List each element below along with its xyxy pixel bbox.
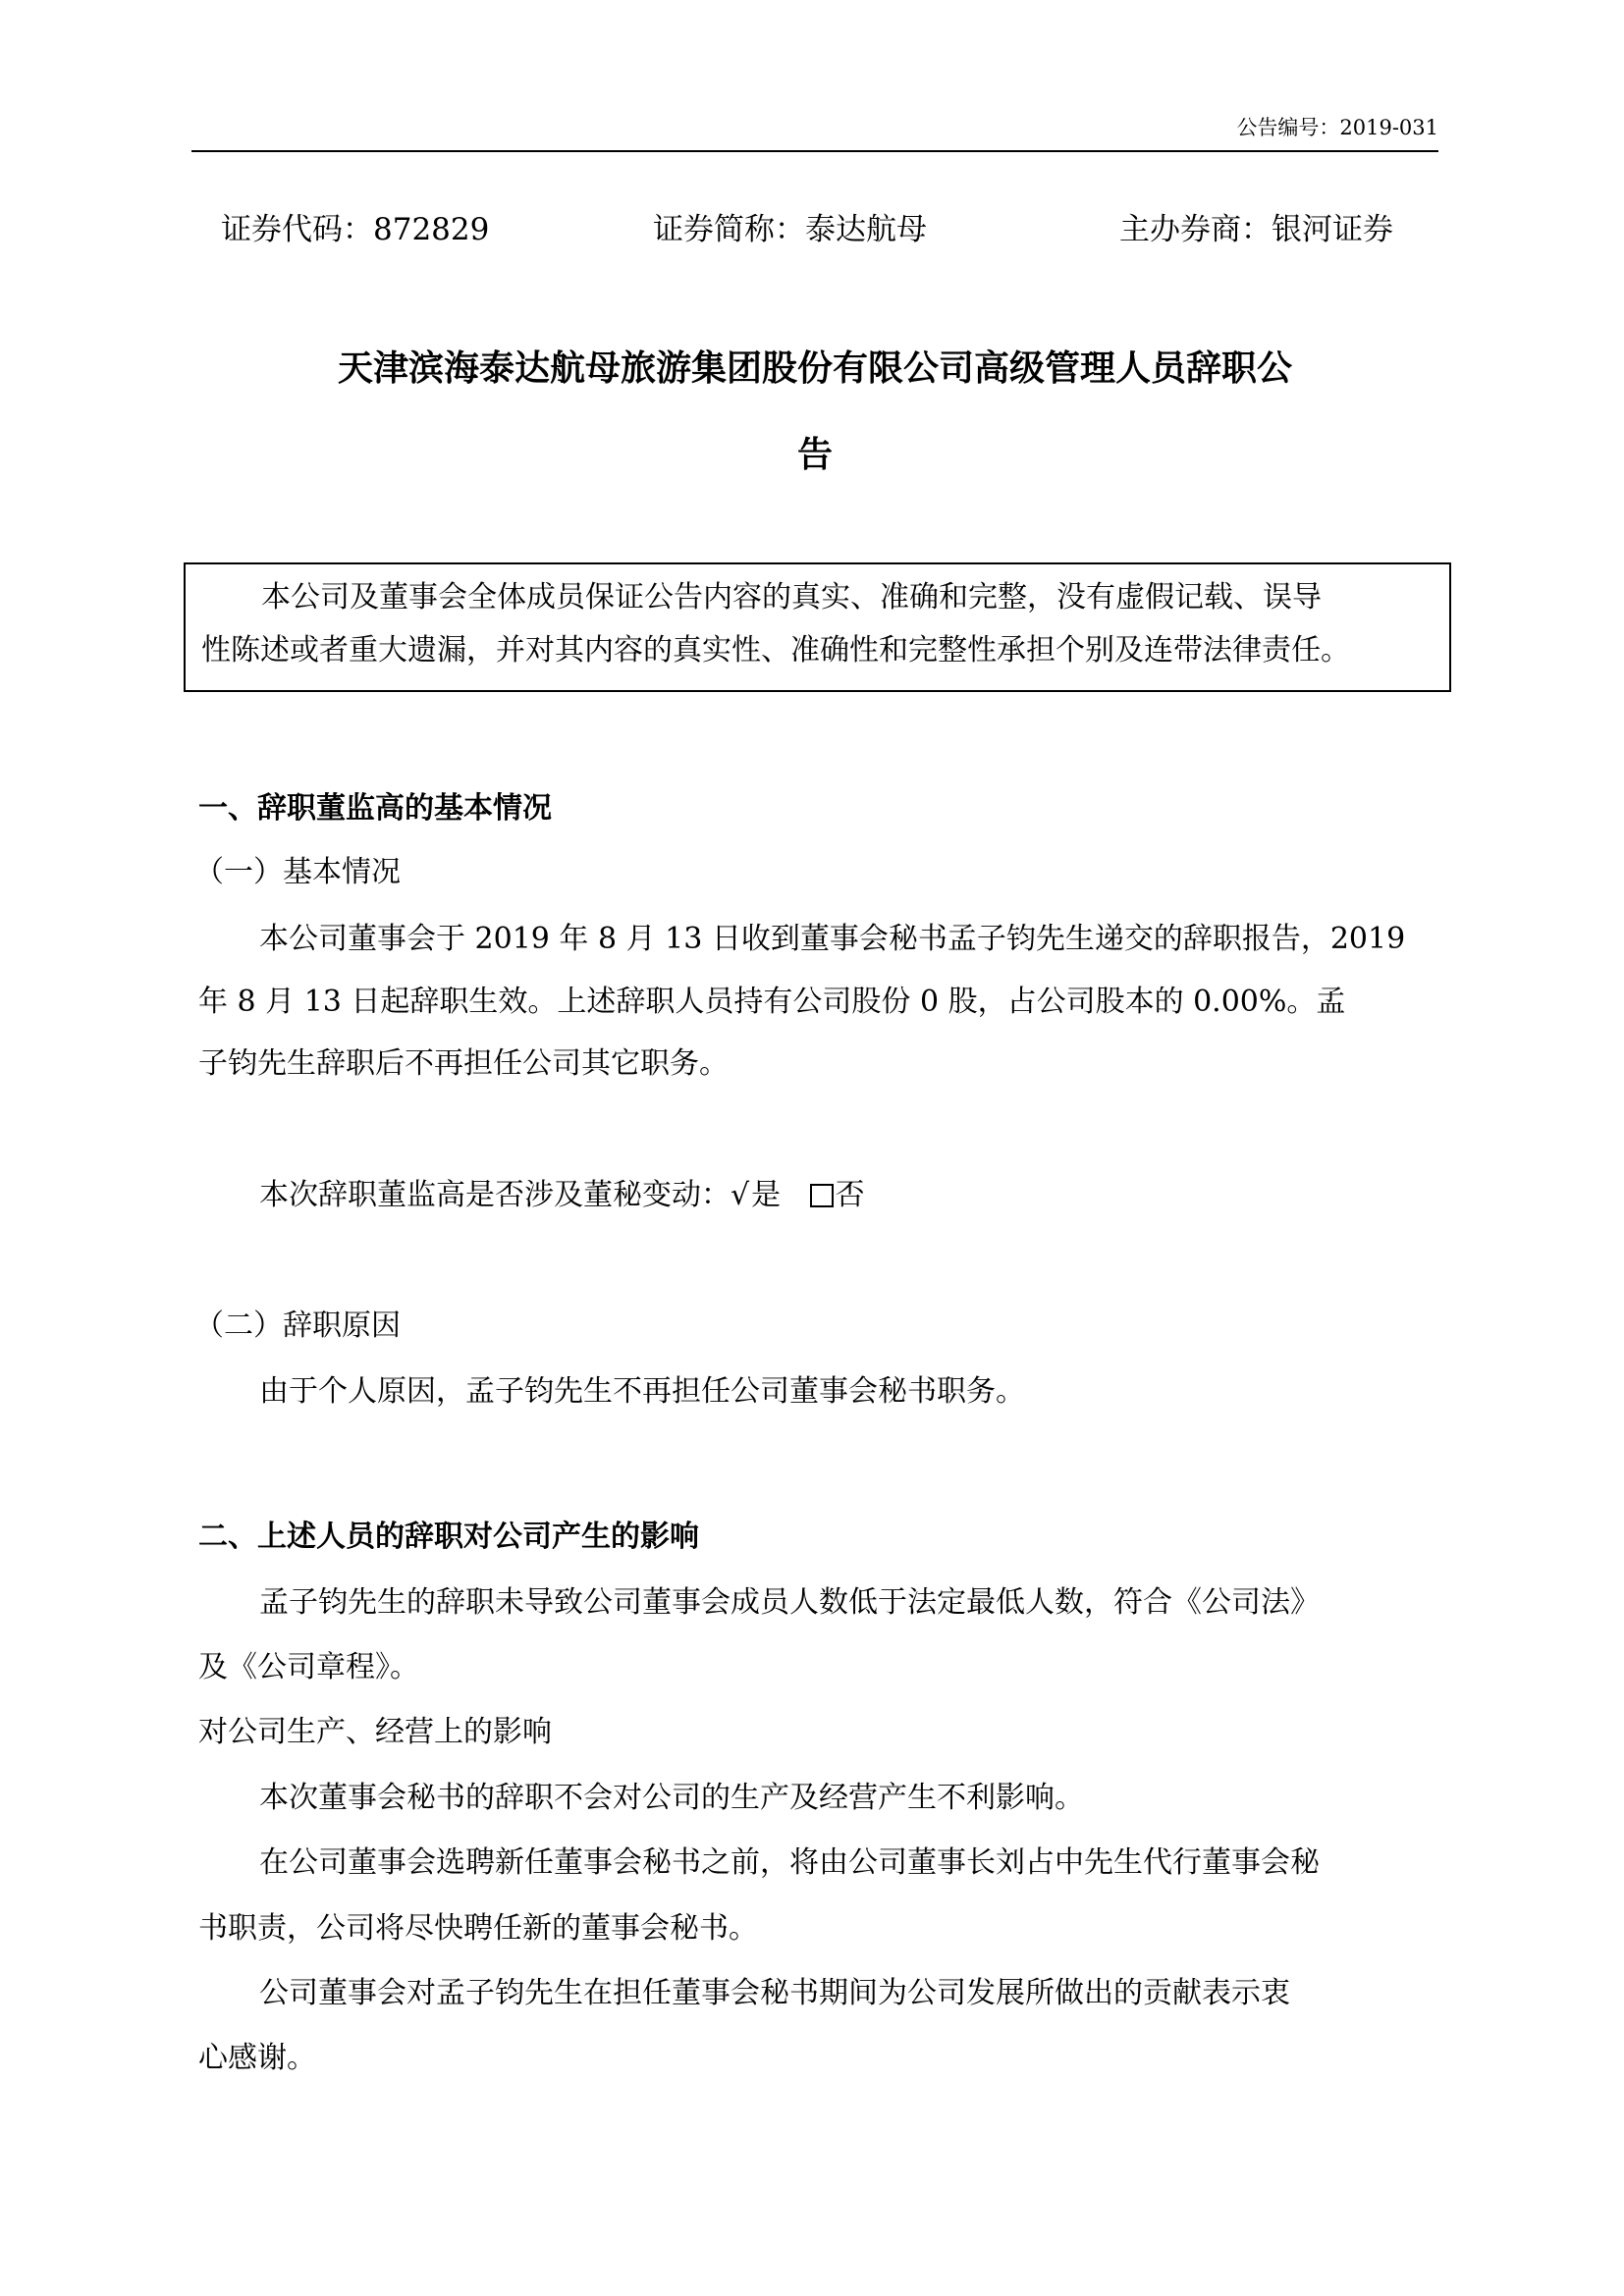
section-1-sub-2-heading: （二）辞职原因 bbox=[194, 1308, 401, 1343]
section-1-heading: 一、辞职董监高的基本情况 bbox=[198, 791, 552, 826]
check-mark-icon: √ bbox=[731, 1178, 750, 1212]
section-2-heading: 二、上述人员的辞职对公司产生的影响 bbox=[198, 1520, 699, 1554]
secretary-change-question bbox=[259, 1176, 865, 1215]
resignation-reason-text: 由于个人原因，孟子钧先生不再担任公司董事会秘书职务。 bbox=[259, 1374, 1025, 1409]
secretary-change-question-text: 本次辞职董监高是否涉及董秘变动： bbox=[259, 1178, 731, 1212]
document-title-line-2: 告 bbox=[796, 435, 833, 475]
section-1-body-line-1: 本公司董事会于 2019 年 8 月 13 日收到董事会秘书孟子钧先生递交的辞职报告，2019 bbox=[259, 922, 1406, 956]
section-2-p1-line-2: 及《公司章程》。 bbox=[198, 1650, 419, 1684]
section-2-p3-line-1: 在公司董事会选聘新任董事会秘书之前，将由公司董事长刘占中先生代行董事会秘 bbox=[259, 1845, 1320, 1880]
section-2-p3-line-2: 书职责，公司将尽快聘任新的董事会秘书。 bbox=[198, 1911, 758, 1946]
option-no-label: 否 bbox=[835, 1178, 865, 1212]
sponsor-broker: 主办券商：银河证券 bbox=[1119, 212, 1393, 247]
section-2-p2: 本次董事会秘书的辞职不会对公司的生产及经营产生不利影响。 bbox=[259, 1781, 1084, 1815]
securities-code: 证券代码：872829 bbox=[221, 212, 490, 247]
section-1-sub-1-heading: （一）基本情况 bbox=[194, 855, 401, 889]
empty-checkbox-icon bbox=[810, 1184, 834, 1207]
header-rule bbox=[191, 150, 1438, 152]
section-2-p1-line-1: 孟子钧先生的辞职未导致公司董事会成员人数低于法定最低人数，符合《公司法》 bbox=[259, 1585, 1320, 1620]
section-1-body-line-3: 子钧先生辞职后不再担任公司其它职务。 bbox=[198, 1046, 729, 1081]
impact-heading: 对公司生产、经营上的影响 bbox=[198, 1715, 552, 1749]
notice-box bbox=[184, 562, 1451, 692]
option-yes-label: 是 bbox=[751, 1178, 782, 1212]
securities-abbreviation: 证券简称：泰达航母 bbox=[653, 212, 927, 247]
notice-line-2: 性陈述或者重大遗漏，并对其内容的真实性、准确性和完整性承担个别及连带法律责任。 bbox=[201, 633, 1350, 667]
section-2-p4-line-2: 心感谢。 bbox=[198, 2041, 316, 2075]
section-1-body-line-2: 年 8 月 13 日起辞职生效。上述辞职人员持有公司股份 0 股，占公司股本的 0.00%。孟 bbox=[198, 985, 1346, 1019]
announcement-number: 公告编号：2019-031 bbox=[1236, 116, 1438, 139]
notice-line-1: 本公司及董事会全体成员保证公告内容的真实、准确和完整，没有虚假记载、误导 bbox=[261, 580, 1322, 614]
section-2-p4-line-1: 公司董事会对孟子钧先生在担任董事会秘书期间为公司发展所做出的贡献表示衷 bbox=[259, 1976, 1290, 2010]
document-title-line-1: 天津滨海泰达航母旅游集团股份有限公司高级管理人员辞职公 bbox=[337, 348, 1292, 389]
